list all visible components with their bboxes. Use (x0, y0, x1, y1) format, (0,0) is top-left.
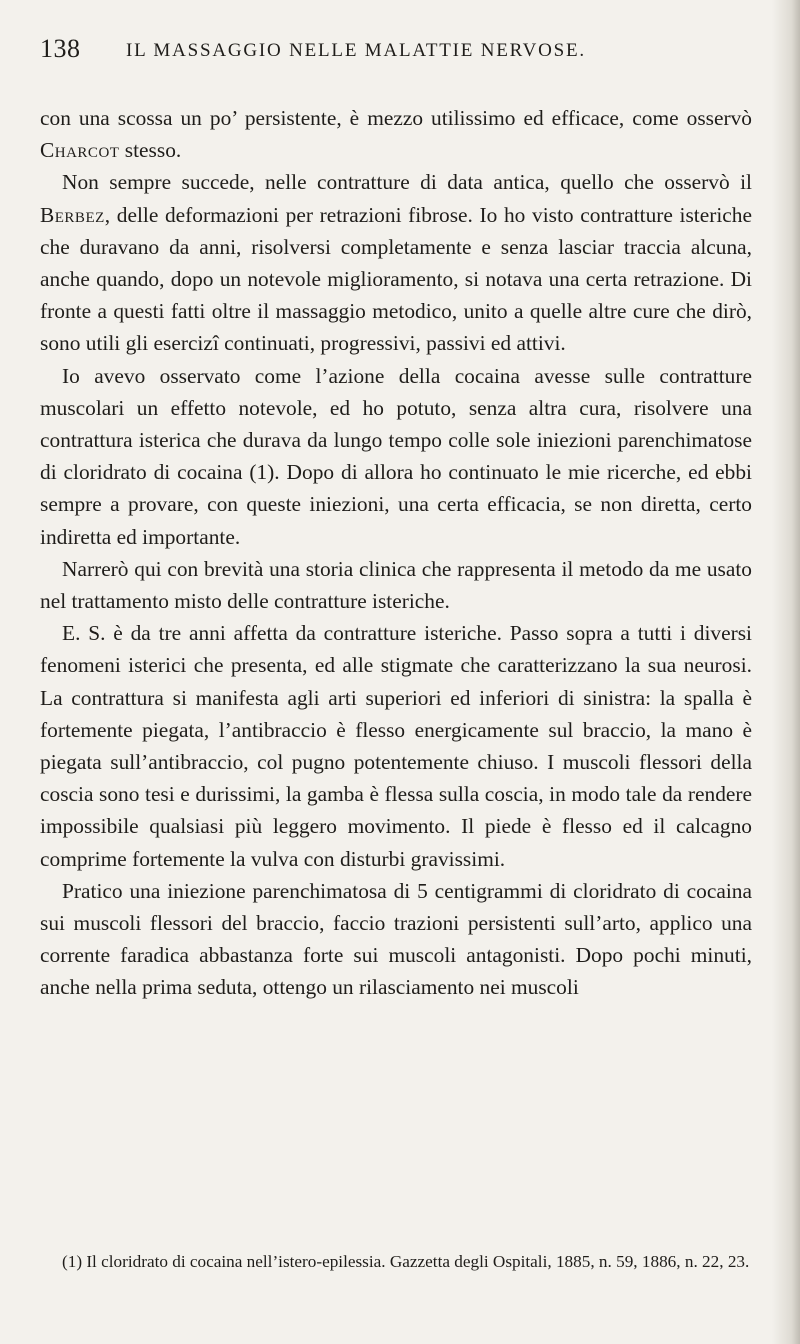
footnote: (1) Il cloridrato di cocaina nell’istero-epilessia. Gazzetta degli Ospitali, 1885, n. 59, 1886, n. 22, 23. (62, 1252, 750, 1271)
page-edge-shadow (772, 0, 800, 1344)
page-number: 138 (40, 34, 81, 63)
paragraph-1-end: stesso. (119, 138, 182, 163)
paragraph-2-text-b: , delle deformazioni per retrazioni fibrose. Io ho visto contratture isteriche che duravano da anni, risolversi completamente e senza lasciar traccia alcuna, anche quando, dopo un notevole miglioramento, si notava una certa retrazione. Di fronte a questi fatti oltre il massaggio metodico, unito a quelle altre cure che dirò, sono utili gli esercizî continuati, progressivi, passivi ed attivi. (40, 202, 752, 356)
author-name-charcot: Charcot (40, 138, 120, 163)
paragraph-6: Pratico una iniezione parenchimatosa di 5 centigrammi di cloridrato di cocaina sui muscoli flessori del braccio, faccio trazioni persistenti sull’arto, applico una corrente faradica abbastanza forte sui muscoli antagonisti. Dopo pochi minuti, anche nella prima seduta, ottengo un rilasciamento nei muscoli (40, 878, 752, 1000)
body-text (40, 102, 752, 1004)
page-header (40, 34, 780, 74)
paragraph-1 (40, 102, 752, 166)
author-name-berbez: Berbez (40, 202, 105, 227)
paragraph-5: E. S. è da tre anni affetta da contratture isteriche. Passo sopra a tutti i diversi fenomeni isterici che presenta, ed alle stigmate che caratterizzano la sua neurosi. La contrattura si manifesta agli arti superiori ed inferiori di sinistra: la spalla è fortemente piegata, l’antibraccio è flesso energicamente sul braccio, la mano è piegata sull’antibraccio, col pugno potentemente chiuso. I muscoli flessori della coscia sono tesi e durissimi, la gamba è flessa sulla coscia, in modo tale da rendere impossibile qualsiasi più leggero movimento. Il piede è flesso ed il calcagno comprime fortemente la vulva con disturbi gravissimi. (40, 621, 752, 871)
paragraph-4: Narrerò qui con brevità una storia clinica che rappresenta il metodo da me usato nel trattamento misto delle contratture isteriche. (40, 556, 752, 614)
paragraph-2-text-a: Non sempre succede, nelle contratture di data antica, quello che osservò il (62, 170, 752, 195)
paragraph-1-text: con una scossa un po’ persistente, è mezzo utilissimo ed efficace, come osservò (40, 106, 752, 130)
paragraph-3: Io avevo osservato come l’azione della cocaina avesse sulle contratture muscolari un effetto notevole, ed ho potuto, senza altra cura, risolvere una contrattura isterica che durava da lungo tempo colle sole iniezioni parenchimatose di cloridrato di cocaina (1). Dopo di allora ho continuato le mie ricerche, ed ebbi sempre a provare, con queste iniezioni, una certa efficacia, se non diretta, certo indiretta ed importante. (40, 363, 752, 549)
running-title: IL MASSAGGIO NELLE MALATTIE NERVOSE. (126, 40, 586, 61)
paragraph-2 (40, 166, 752, 359)
